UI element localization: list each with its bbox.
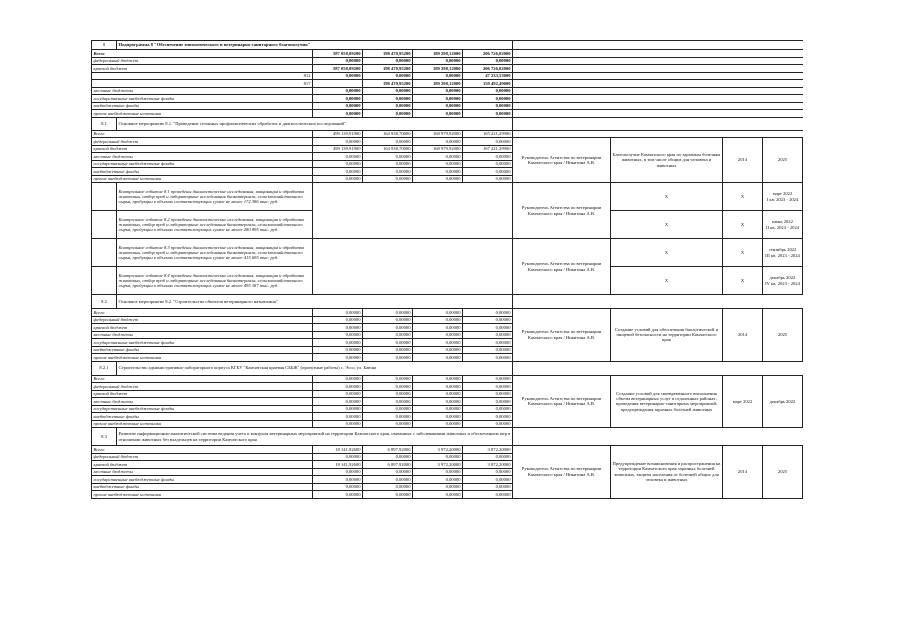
cell-value: 0,00000: [413, 102, 463, 110]
row-label: Всего: [92, 446, 313, 454]
cell-value: 0,00000: [313, 413, 363, 421]
cell-value: 206 726,02000: [463, 65, 513, 73]
cell-value: 0,00000: [463, 420, 513, 428]
cell-value: 3 872,20000: [463, 461, 513, 469]
cell-value: 0,00000: [463, 413, 513, 421]
measure-number: 8.1: [92, 117, 117, 130]
cell-value: 0,00000: [413, 175, 463, 183]
event-date: декабрь 2022 IV кв. 2023 - 2024: [763, 267, 803, 295]
row-label: местные бюджеты: [92, 398, 313, 406]
cell-value: 3 972,20000: [413, 461, 463, 469]
m82-header-row: [92, 295, 803, 309]
cell-value: 0,00000: [363, 316, 413, 324]
cell-value: 0,00000: [363, 375, 413, 383]
section-kraev-row: [92, 65, 803, 73]
cell-value: 0,00000: [363, 405, 413, 413]
cell-value: 0,00000: [413, 420, 463, 428]
cell-value: 0,00000: [313, 390, 363, 398]
cell-value: 0,00000: [413, 468, 463, 476]
measure-number: 8.2: [92, 295, 117, 309]
cell-value: 0,00000: [413, 160, 463, 168]
cell-value: 198 470,95200: [363, 50, 413, 58]
cell-value: 0,00000: [313, 331, 363, 339]
cell-value: 0,00000: [413, 339, 463, 347]
event-x: X: [723, 211, 763, 239]
cell-value: 0,00000: [413, 453, 463, 461]
cell-value: 0,00000: [413, 413, 463, 421]
m81-fed-row: [92, 138, 803, 146]
cell-value: 0,00000: [313, 316, 363, 324]
cell-value: 0,00000: [313, 339, 363, 347]
cell-value: 189 298,12000: [413, 50, 463, 58]
event-x: X: [611, 267, 723, 295]
row-label: федеральный бюджет: [92, 453, 313, 461]
section-817-row: [92, 80, 803, 88]
row-label: государственные внебюджетные фонды: [92, 405, 313, 413]
cell-value: 0,00000: [463, 153, 513, 161]
row-label: Всего: [92, 309, 313, 317]
cell-value: 168 979,92000: [413, 130, 463, 138]
event-text: Контрольное событие 8.2 проведены диагностические исследования, вакцинация и обработка животных, отбор проб и лабораторные исследования биоматериала, сельскохозяйственного сырья, продукции в объемах соответствующих сумме не менее 280 895 тыс. руб.: [117, 211, 313, 239]
event-empty: [313, 183, 513, 239]
row-label: прочие внебюджетные источники: [92, 110, 313, 118]
cell-value: 0,00000: [363, 468, 413, 476]
cell-value: 0,00000: [463, 375, 513, 383]
cell-value: 0,00000: [313, 138, 363, 146]
row-label: федеральный бюджет: [92, 57, 313, 65]
row-label: Всего: [92, 375, 313, 383]
row-label: федеральный бюджет: [92, 383, 313, 391]
cell-value: 0,00000: [313, 324, 363, 332]
cell-value: 0,00000: [313, 102, 363, 110]
event-text: Контрольное событие 8.4 проведены диагностические исследования, вакцинация и обработка животных, отбор проб и лабораторные исследования биоматериала, сельскохозяйственного сырья, продукции в объемах соответствующих сумме не менее 495 387 тыс. руб.: [117, 267, 313, 295]
cell-value: 0,00000: [363, 309, 413, 317]
measure-title: Развитие информационно-аналитической системы ведения учета и контроля ветеринарных мероприятий на территории Камчатского края, связанных с заболеваниями животных и обеспечением мер в отношении животных без владельцев на территории Камчатского края: [117, 428, 513, 446]
event-x: X: [723, 183, 763, 211]
cell-value: 0,00000: [413, 110, 463, 118]
cell-value: 0,00000: [463, 87, 513, 95]
event-date: сентябрь 2022 III кв. 2023 - 2024: [763, 239, 803, 267]
cell-value: 0,00000: [463, 476, 513, 484]
cell-value: 0,00000: [463, 160, 513, 168]
cell-value: 0,00000: [413, 476, 463, 484]
section-mest-row: [92, 87, 803, 95]
row-label: федеральный бюджет: [92, 316, 313, 324]
budget-code: 817: [92, 80, 313, 88]
cell-value: 0,00000: [463, 468, 513, 476]
result-cell: Предупреждение возникновения и распространения на территории Камчатского края заразных болезней животных, защиты населения от болезней общих для человека и животных: [611, 446, 723, 499]
executor-cell: Руководитель Агентства по ветеринарии Камчатского края / Никитина А.В.: [513, 183, 611, 239]
row-label: местные бюджеты: [92, 331, 313, 339]
cell-value: 0,00000: [313, 491, 363, 499]
row-label: федеральный бюджет: [92, 138, 313, 146]
event-x: X: [723, 267, 763, 295]
section-gos-row: [92, 95, 803, 103]
cell-value: 0,00000: [363, 95, 413, 103]
cell-value: 0,00000: [413, 383, 463, 391]
cell-value: 0,00000: [463, 331, 513, 339]
cell-value: 0,00000: [413, 483, 463, 491]
cell-value: 0,00000: [363, 453, 413, 461]
cell-value: 198 470,95200: [363, 80, 413, 88]
cell-value: 0,00000: [363, 483, 413, 491]
cell-value: 587 058,09200: [313, 50, 363, 58]
cell-value: 165 221,29900: [463, 130, 513, 138]
event-date: июнь 2022 II кв. 2023 - 2024: [763, 211, 803, 239]
cell-value: 0,00000: [413, 316, 463, 324]
cell-value: 0,00000: [463, 398, 513, 406]
event-x: X: [611, 183, 723, 211]
row-label: местные бюджеты: [92, 468, 313, 476]
section-812-row: [92, 72, 803, 80]
cell-value: 0,00000: [363, 383, 413, 391]
measure-title: Основное мероприятие 8.1. "Проведение сезонных профилактических обработок и диагностических исследований": [117, 117, 513, 130]
cell-value: 198 470,95200: [363, 65, 413, 73]
cell-value: [313, 80, 363, 88]
row-label: прочие внебюджетные источники: [92, 491, 313, 499]
section-title: Подпрограмма 8 "Обеспечение эпизоотического и ветеринарно-санитарного благополучия": [117, 41, 513, 50]
row-label: краевой бюджет: [92, 390, 313, 398]
row-label: прочие внебюджетные источники: [92, 420, 313, 428]
cell-value: 0,00000: [463, 309, 513, 317]
control-event-row: [92, 183, 803, 211]
result-cell: Создание условий для своевременного выполнения объема ветеринарных услуг в отдаленных районах, проведения ветеринарно-санитарных мероприятий, предупреждения заразных болезней животных: [611, 375, 723, 428]
section-total-row: [92, 50, 803, 58]
cell-value: 0,00000: [363, 346, 413, 354]
cell-value: 0,00000: [313, 383, 363, 391]
cell-value: 0,00000: [313, 354, 363, 362]
cell-value: 0,00000: [413, 168, 463, 176]
cell-value: 0,00000: [463, 324, 513, 332]
event-date: март 2022 I кв. 2023 - 2024: [763, 183, 803, 211]
cell-value: 0,00000: [313, 87, 363, 95]
cell-value: 0,00000: [313, 57, 363, 65]
cell-value: 0,00000: [313, 95, 363, 103]
cell-value: 0,00000: [463, 491, 513, 499]
cell-value: 47 233,53000: [463, 72, 513, 80]
cell-value: 0,00000: [363, 491, 413, 499]
cell-value: 0,00000: [313, 110, 363, 118]
end-date: декабрь 2022: [763, 375, 803, 428]
cell-value: 0,00000: [363, 138, 413, 146]
cell-value: 0,00000: [413, 87, 463, 95]
m821-header-row: [92, 361, 803, 375]
cell-value: 0,00000: [463, 95, 513, 103]
cell-value: 0,00000: [363, 476, 413, 484]
cell-value: 0,00000: [313, 483, 363, 491]
cell-value: 0,00000: [413, 354, 463, 362]
cell-value: 587 058,09200: [313, 65, 363, 73]
cell-value: 3 872,20000: [463, 446, 513, 454]
cell-value: 0,00000: [363, 168, 413, 176]
cell-value: 0,00000: [363, 324, 413, 332]
m81-vsego-row: [92, 130, 803, 138]
cell-value: 0,00000: [363, 339, 413, 347]
row-label: внебюджетные фонды: [92, 168, 313, 176]
cell-value: 0,00000: [463, 138, 513, 146]
measure-number: 8.3: [92, 428, 117, 446]
cell-value: 3 972,20000: [413, 446, 463, 454]
m821-vsego-row: [92, 375, 803, 383]
row-label: краевой бюджет: [92, 461, 313, 469]
cell-value: 189 298,12000: [413, 80, 463, 88]
cell-value: 0,00000: [363, 175, 413, 183]
cell-value: 0,00000: [463, 339, 513, 347]
end-year: 2025: [763, 138, 803, 183]
cell-value: 189 298,12000: [413, 65, 463, 73]
cell-value: 0,00000: [313, 160, 363, 168]
cell-value: 499 139,91900: [313, 130, 363, 138]
end-year: 2025: [763, 446, 803, 499]
executor-cell: Руководитель Агентства по ветеринарии Камчатского края / Никитина А.В.: [513, 309, 611, 362]
cell-value: 0,00000: [463, 57, 513, 65]
cell-value: 0,00000: [413, 390, 463, 398]
cell-value: 0,00000: [363, 72, 413, 80]
m83-header-row: [92, 428, 803, 446]
row-label: Всего: [92, 130, 313, 138]
cell-value: 0,00000: [463, 168, 513, 176]
cell-value: 0,00000: [463, 316, 513, 324]
cell-value: 0,00000: [363, 87, 413, 95]
m81-header-row: [92, 117, 803, 130]
row-label: государственные внебюджетные фонды: [92, 476, 313, 484]
section-number: 8: [92, 41, 117, 50]
cell-value: 0,00000: [413, 138, 463, 146]
executor-cell: Руководитель Агентства по ветеринарии Камчатского края / Никитина А.В.: [513, 138, 611, 183]
cell-value: 0,00000: [463, 102, 513, 110]
cell-value: 499 139,91900: [313, 145, 363, 153]
measure-number: 8.2.1: [92, 361, 117, 375]
program-table: [91, 40, 803, 499]
cell-value: 168 979,92000: [413, 145, 463, 153]
section-fed-row: [92, 57, 803, 65]
executor-cell: Руководитель Агентства по ветеринарии Камчатского края / Никитина А.В.: [513, 446, 611, 499]
measure-title: Строительство административно-лабораторного корпуса КГБУ "Камчатская краевая СББЖ" (проектные работы) с. Эссо, ул. Баюна: [117, 361, 513, 375]
cell-value: 0,00000: [363, 57, 413, 65]
m83-vsego-row: [92, 446, 803, 454]
row-label: государственные внебюджетные фонды: [92, 339, 313, 347]
cell-value: 6 897,92000: [363, 446, 413, 454]
row-label: краевой бюджет: [92, 145, 313, 153]
cell-value: 6 897,92000: [363, 461, 413, 469]
cell-value: 0,00000: [463, 346, 513, 354]
cell-value: 0,00000: [413, 57, 463, 65]
cell-value: 18 141,92600: [313, 461, 363, 469]
cell-value: 0,00000: [413, 324, 463, 332]
cell-value: 0,00000: [363, 102, 413, 110]
row-label: Всего: [92, 50, 313, 58]
m82-vsego-row: [92, 309, 803, 317]
cell-value: 206 726,02000: [463, 50, 513, 58]
cell-value: 0,00000: [413, 375, 463, 383]
cell-value: 164 938,70000: [363, 145, 413, 153]
cell-value: 0,00000: [313, 375, 363, 383]
cell-value: 0,00000: [363, 110, 413, 118]
event-empty: [313, 239, 513, 295]
row-label: краевой бюджет: [92, 324, 313, 332]
end-year: 2025: [763, 309, 803, 362]
cell-value: 0,00000: [463, 354, 513, 362]
cell-value: 0,00000: [363, 331, 413, 339]
cell-value: 0,00000: [313, 168, 363, 176]
executor-cell: Руководитель Агентства по ветеринарии Камчатского края / Никитина А.В.: [513, 239, 611, 295]
section-header-row: [92, 41, 803, 50]
cell-value: 0,00000: [313, 309, 363, 317]
start-year: 2014: [723, 309, 763, 362]
cell-value: 0,00000: [313, 153, 363, 161]
row-label: прочие внебюджетные источники: [92, 354, 313, 362]
section-proch-row: [92, 110, 803, 118]
cell-value: 0,00000: [463, 483, 513, 491]
cell-value: 0,00000: [413, 309, 463, 317]
cell-value: 0,00000: [313, 468, 363, 476]
cell-value: 164 938,70000: [363, 130, 413, 138]
row-label: государственные внебюджетные фонды: [92, 95, 313, 103]
row-label: внебюджетные фонды: [92, 102, 313, 110]
event-x: X: [611, 239, 723, 267]
event-x: X: [723, 239, 763, 267]
budget-code: 812: [92, 72, 313, 80]
start-year: 2014: [723, 446, 763, 499]
cell-value: 0,00000: [313, 405, 363, 413]
cell-value: 0,00000: [313, 420, 363, 428]
row-label: внебюджетные фонды: [92, 346, 313, 354]
cell-value: 0,00000: [363, 398, 413, 406]
cell-value: 0,00000: [413, 346, 463, 354]
row-label: внебюджетные фонды: [92, 483, 313, 491]
row-label: государственные внебюджетные фонды: [92, 160, 313, 168]
cell-value: 0,00000: [463, 110, 513, 118]
event-text: Контрольное событие 8.1 проведены диагностические исследования, вакцинация и обработка животных, отбор проб и лабораторные исследования биоматериала, сельскохозяйственного сырья, продукции в объемах соответствующих сумме не менее 172 386 тыс. руб.: [117, 183, 313, 211]
cell-value: 0,00000: [313, 453, 363, 461]
measure-title: Основное мероприятие 8.2. "Строительство объектов ветеринарного назначения": [117, 295, 513, 309]
result-cell: Благополучие Камчатского края по заразным болезням животных, в том числе общим для человека и животных: [611, 138, 723, 183]
row-label: местные бюджеты: [92, 153, 313, 161]
cell-value: 0,00000: [413, 491, 463, 499]
cell-value: 167 221,29900: [463, 145, 513, 153]
row-label: местные бюджеты: [92, 87, 313, 95]
start-year: 2014: [723, 138, 763, 183]
cell-value: 0,00000: [313, 476, 363, 484]
result-cell: Создание условий для обеспечения биологической и пищевой безопасности на территории Камчатского края: [611, 309, 723, 362]
event-text: Контрольное событие 8.3 проведены диагностические исследования, вакцинация и обработка животных, отбор проб и лабораторные исследования биоматериала, сельскохозяйственного сырья, продукции в объемах соответствующих сумме не менее 415 695 тыс. руб.: [117, 239, 313, 267]
control-event-row: [92, 239, 803, 267]
executor-cell: Руководитель Агентства по ветеринарии Камчатского края / Никитина А.В.: [513, 375, 611, 428]
cell-value: 0,00000: [413, 95, 463, 103]
cell-value: 0,00000: [363, 160, 413, 168]
cell-value: 0,00000: [363, 354, 413, 362]
cell-value: 159 492,49000: [463, 80, 513, 88]
cell-value: 0,00000: [463, 383, 513, 391]
row-label: прочие внебюджетные источники: [92, 175, 313, 183]
cell-value: 0,00000: [313, 175, 363, 183]
cell-value: 0,00000: [413, 331, 463, 339]
row-label: краевой бюджет: [92, 65, 313, 73]
cell-value: 0,00000: [313, 398, 363, 406]
cell-value: 0,00000: [363, 413, 413, 421]
section-vneb-row: [92, 102, 803, 110]
event-x: X: [611, 211, 723, 239]
cell-value: 0,00000: [363, 390, 413, 398]
cell-value: 0,00000: [463, 390, 513, 398]
row-label: внебюджетные фонды: [92, 413, 313, 421]
cell-value: 0,00000: [413, 405, 463, 413]
cell-value: 0,00000: [313, 346, 363, 354]
cell-value: 0,00000: [413, 153, 463, 161]
cell-value: 18 141,92600: [313, 446, 363, 454]
cell-value: 0,00000: [463, 453, 513, 461]
cell-value: 0,00000: [413, 398, 463, 406]
cell-value: 0,00000: [363, 420, 413, 428]
start-date: март 2022: [723, 375, 763, 428]
cell-value: 0,00000: [363, 153, 413, 161]
cell-value: 0,00000: [463, 175, 513, 183]
cell-value: 0,00000: [463, 405, 513, 413]
cell-value: 0,00000: [413, 72, 463, 80]
cell-value: 0,00000: [313, 72, 363, 80]
